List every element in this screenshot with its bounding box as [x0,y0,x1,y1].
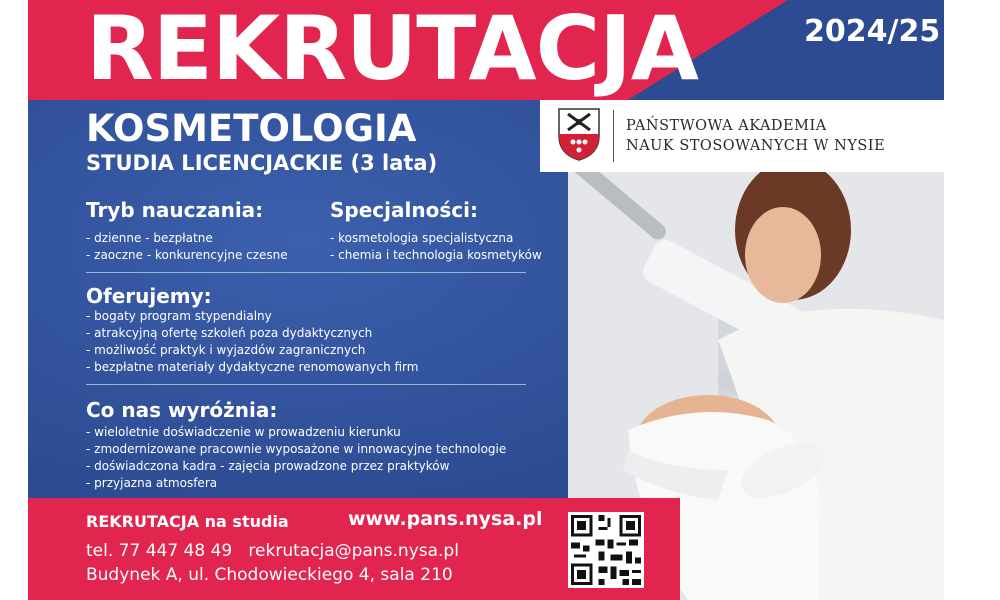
headline: REKRUTACJA [86,0,699,100]
footer-label-bold: REKRUTACJA [86,512,200,531]
section-wyroznia-list [86,424,506,492]
section-divider [86,384,526,385]
section-oferujemy-heading: Oferujemy: [86,284,212,308]
list-item: - bogaty program stypendialny [86,308,418,325]
section-oferujemy-list [86,308,418,376]
section-wyroznia-heading: Co nas wyróżnia: [86,398,278,422]
institution-name-line2: NAUK STOSOWANYCH W NYSIE [626,138,886,154]
program-title: KOSMETOLOGIA [86,107,417,150]
list-item: - dzienne - bezpłatne [86,230,288,247]
list-item: - zmodernizowane pracownie wyposażone w innowacyjne technologie [86,441,506,458]
list-item: - wieloletnie doświadczenie w prowadzeniu kierunku [86,424,506,441]
list-item: - bezpłatne materiały dydaktyczne renomowanych firm [86,359,418,376]
section-divider [86,272,526,273]
section-tryb-heading: Tryb nauczania: [86,198,264,222]
list-item: - kosmetologia specjalistyczna [330,230,542,247]
list-item: - atrakcyjną ofertę szkoleń poza dydaktycznych [86,325,418,342]
list-item: - możliwość praktyk i wyjazdów zagranicznych [86,342,418,359]
section-specjalnosci-heading: Specjalności: [330,198,478,222]
list-item: - przyjazna atmosfera [86,475,506,492]
contact-info: tel. 77 447 48 49 rekrutacja@pans.nysa.pl [86,541,459,561]
section-tryb-list [86,230,288,264]
list-item: - doświadczona kadra - zajęcia prowadzone przez praktyków [86,458,506,475]
academic-year: 2024/25 [804,14,941,49]
university-crest-icon [556,106,602,162]
footer-label-rest: na studia [199,512,289,531]
list-item: - zaoczne - konkurencyjne czesne [86,247,288,264]
logo-separator [613,110,614,162]
footer-recruitment-label [86,512,289,531]
recruitment-poster [28,0,944,600]
list-item: - chemia i technologia kosmetyków [330,247,542,264]
address: Budynek A, ul. Chodowieckiego 4, sala 210 [86,565,453,585]
website-link[interactable]: www.pans.nysa.pl [348,508,543,530]
institution-name-line1: PAŃSTWOWA AKADEMIA [626,118,827,134]
section-specjalnosci-list [330,230,542,264]
qr-code-icon[interactable] [568,512,644,588]
program-subtitle: STUDIA LICENCJACKIE (3 lata) [86,151,438,175]
